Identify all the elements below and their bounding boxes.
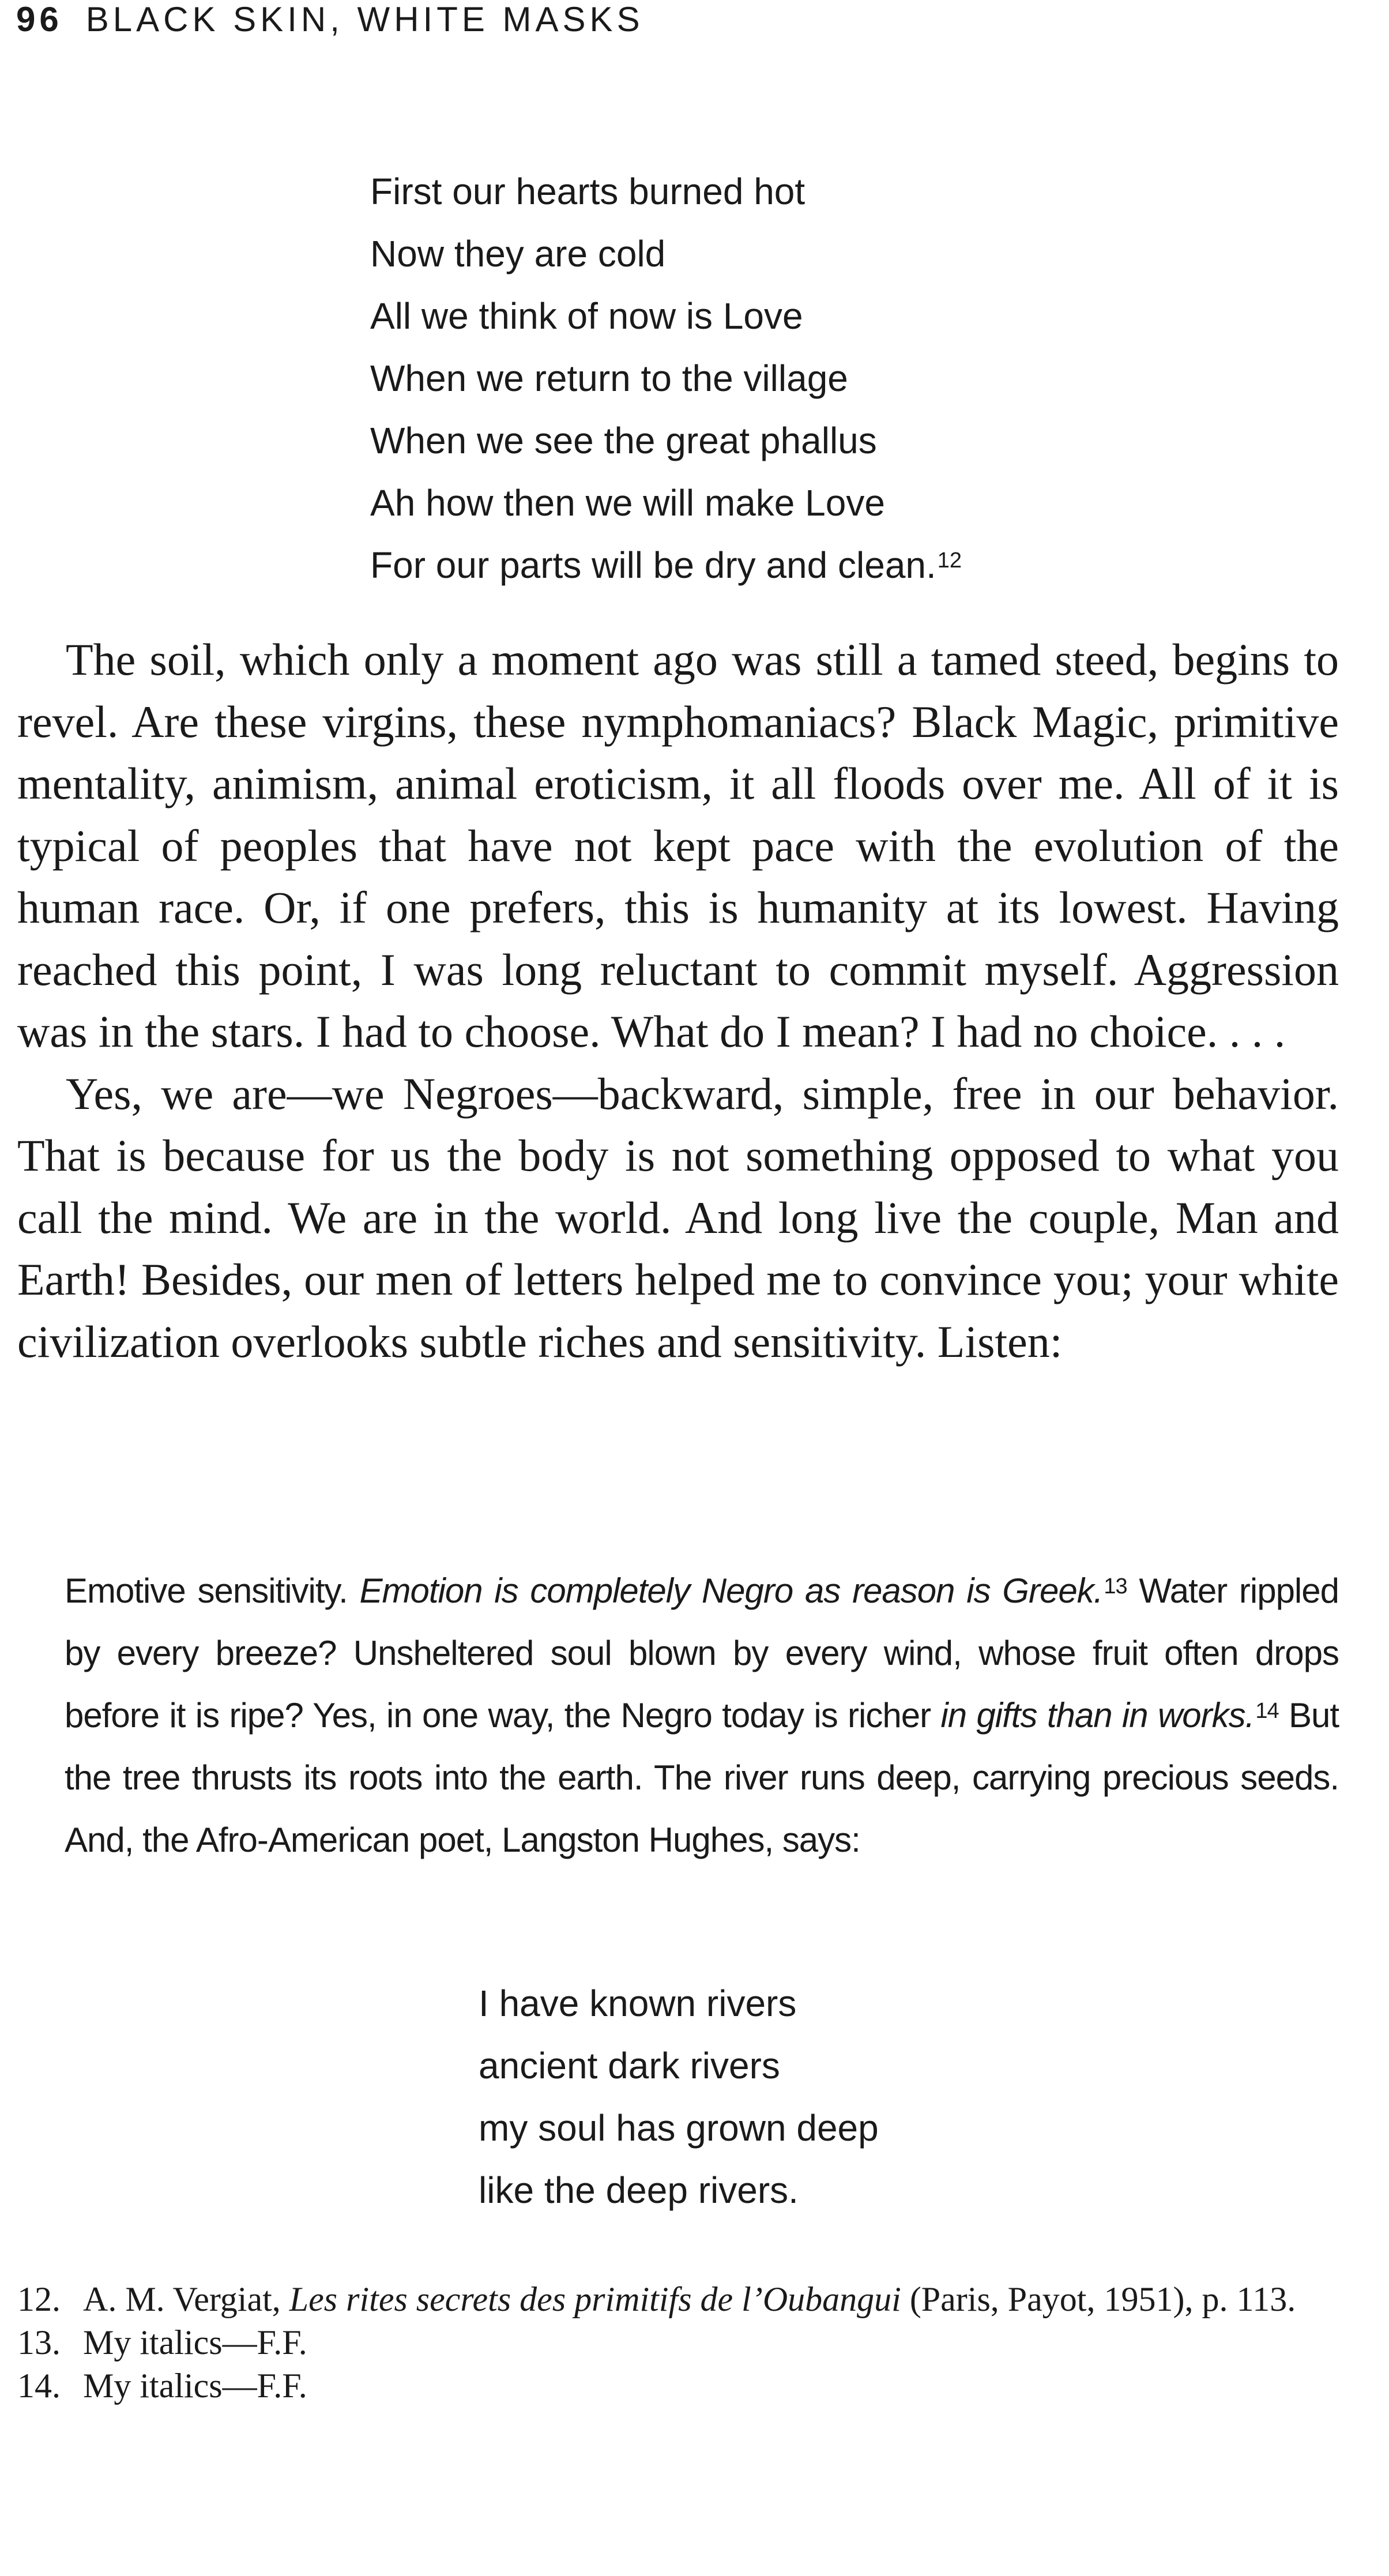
poem-line: First our hearts burned hot <box>370 171 805 212</box>
footnote-ref-13[interactable]: 13 <box>1104 1574 1127 1599</box>
blockquote-text: But the tree thrusts its roots into the earth. The river runs deep, carrying precious seeds. And, the Afro-American poet, Langston Hughes, says: <box>65 1696 1339 1859</box>
footnote-number: 14. <box>17 2367 61 2405</box>
block-quotation <box>65 1560 1339 1871</box>
poem-quotation-hughes <box>479 1972 879 2221</box>
footnote-text <box>83 2278 1339 2321</box>
blockquote-text: Emotive sensitivity. <box>65 1571 360 1610</box>
poem-line-text: For our parts will be dry and clean. <box>370 544 936 586</box>
body-text <box>17 629 1339 1372</box>
footnote-text: My italics—F.F. <box>83 2367 307 2405</box>
footnote-text-plain: (Paris, Payot, 1951), p. 113. <box>901 2280 1296 2318</box>
poem-line: my soul has grown deep <box>479 2107 879 2149</box>
footnote-ref-12[interactable]: 12 <box>937 548 962 573</box>
poem-line: When we see the great phallus <box>370 420 877 461</box>
poem-line-last <box>370 534 962 596</box>
poem-line: Now they are cold <box>370 233 666 274</box>
body-paragraph: Yes, we are—we Negroes—backward, simple, free in our behavior. That is because for us the body is not something opposed to what you call the mind. We are in the world. And long live the couple, Man and Earth! Besides, our men of letters helped me to convince you; your white civilization overlooks subtle riches and sensitivity. Listen: <box>17 1068 1339 1367</box>
poem-line: ancient dark rivers <box>479 2045 780 2086</box>
footnote-14 <box>17 2364 1339 2408</box>
footnote-13 <box>17 2321 1339 2364</box>
footnote-number: 12. <box>17 2280 61 2318</box>
blockquote-paragraph <box>65 1560 1339 1871</box>
poem-line: When we return to the village <box>370 358 848 399</box>
poem-line: like the deep rivers. <box>479 2169 799 2211</box>
footnote-12 <box>17 2278 1339 2321</box>
footnotes <box>17 2278 1339 2408</box>
blockquote-text: Water rippled by every breeze? Unsheltered soul blown by every wind, whose fruit often drops before it is ripe? Yes, in one way, the Negro today is richer <box>65 1571 1339 1735</box>
running-head <box>16 2 644 37</box>
poem-line: Ah how then we will make Love <box>370 482 885 524</box>
poem-line: All we think of now is Love <box>370 295 803 337</box>
blockquote-italic-text: Emotion is completely Negro as reason is Greek. <box>359 1571 1103 1610</box>
footnote-book-title: Les rites secrets des primitifs de l’Oubangui <box>289 2280 901 2318</box>
footnote-text-plain: A. M. Vergiat, <box>83 2280 289 2318</box>
blockquote-italic-text: in gifts than in works. <box>940 1696 1255 1735</box>
footnote-ref-14[interactable]: 14 <box>1255 1699 1279 1723</box>
page-number: 96 <box>16 0 63 39</box>
book-title: BLACK SKIN, WHITE MASKS <box>85 0 644 39</box>
footnote-text: My italics—F.F. <box>83 2323 307 2361</box>
poem-line: I have known rivers <box>479 1983 797 2024</box>
footnote-number: 13. <box>17 2323 61 2361</box>
body-paragraph: The soil, which only a moment ago was still a tamed steed, begins to revel. Are these virgins, these nymphomaniacs? Black Magic, primitive mentality, animism, animal eroticism, it all floods over me. All of it is typical of peoples that have not kept pace with the evolution of the human race. Or, if one prefers, this is humanity at its lowest. Having reached this point, I was long reluctant to commit myself. Aggression was in the stars. I had to choose. What do I mean? I had no choice. . . . <box>17 634 1339 1056</box>
poem-quotation <box>370 160 962 596</box>
